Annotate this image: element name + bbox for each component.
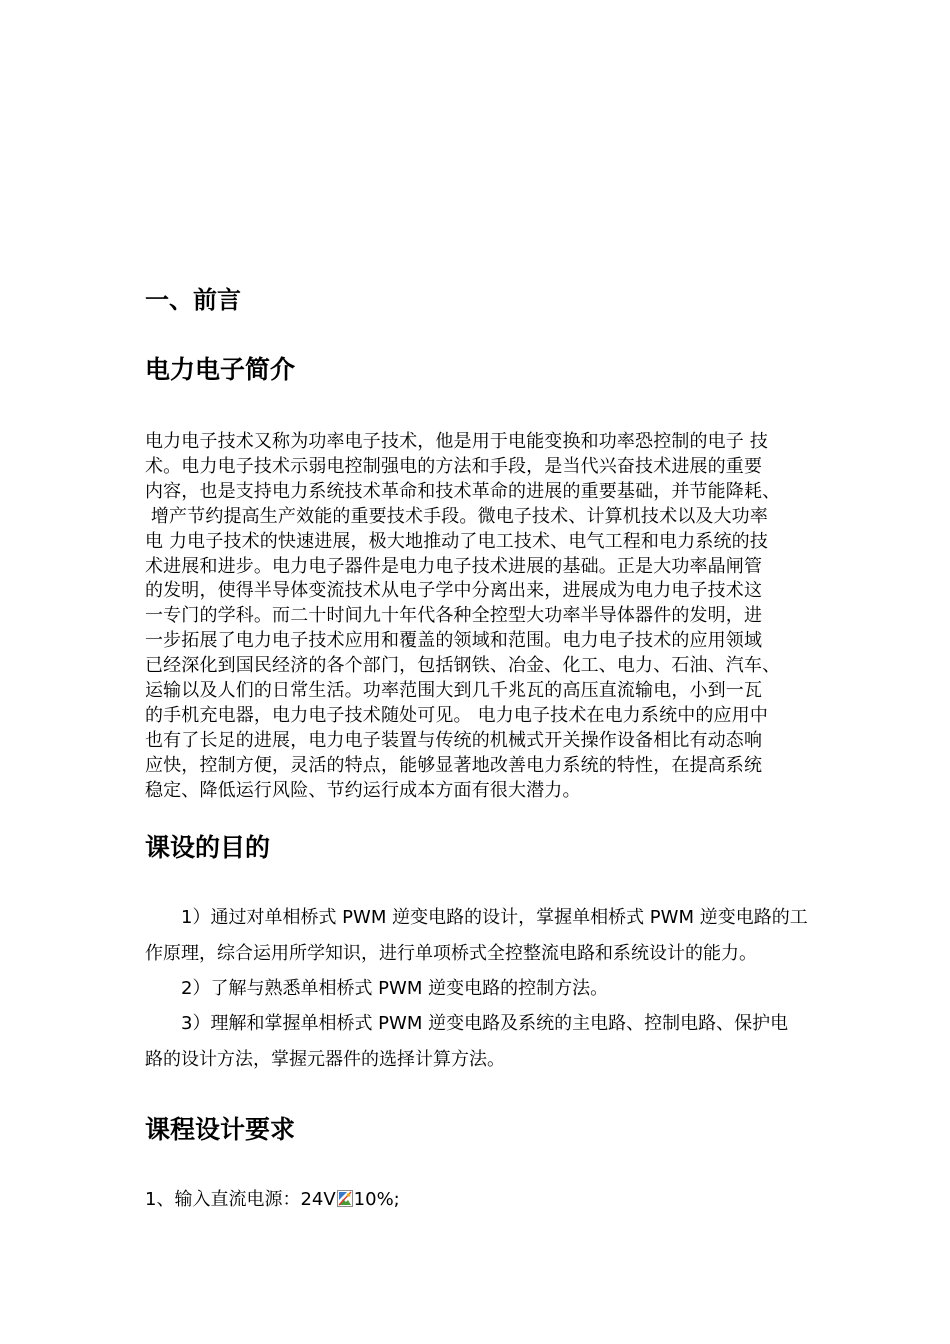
- broken-image-icon: [337, 1186, 353, 1203]
- requirement-item-1-suffix: 10%;: [353, 1189, 400, 1210]
- intro-line: 增产节约提高生产效能的重要技术手段。微电子技术、计算机技术以及大功率: [145, 505, 768, 527]
- section-heading: 一、前言: [145, 286, 241, 314]
- purpose-item-3-line-2: 路的设计方法，掌握元器件的选择计算方法。: [145, 1049, 505, 1070]
- intro-line: 的发明，使得半导体变流技术从电子学中分离出来，进展成为电力电子技术这: [145, 580, 763, 602]
- intro-heading: 电力电子简介: [145, 355, 296, 384]
- intro-line: 电 力电子技术的快速进展，极大地推动了电工技术、电气工程和电力系统的技: [145, 530, 768, 552]
- requirements-heading: 课程设计要求: [145, 1115, 296, 1144]
- intro-line: 术进展和进步。电力电子器件是电力电子技术进展的基础。正是大功率晶闸管: [145, 555, 763, 577]
- intro-line: 运输以及人们的日常生活。功率范围大到几千兆瓦的高压直流输电，小到一瓦: [145, 680, 763, 702]
- requirement-item-1: [145, 1184, 400, 1216]
- purpose-item-3-line-1: 3）理解和掌握单相桥式 PWM 逆变电路及系统的主电路、控制电路、保护电: [181, 1013, 789, 1034]
- purpose-item-1-line-2: 作原理，综合运用所学知识，进行单项桥式全控整流电路和系统设计的能力。: [145, 943, 757, 964]
- intro-line: 已经深化到国民经济的各个部门，包括钢铁、冶金、化工、电力、石油、汽车、: [145, 655, 781, 677]
- intro-line: 的手机充电器，电力电子技术随处可见。 电力电子技术在电力系统中的应用中: [145, 704, 768, 726]
- intro-line: 一专门的学科。而二十时间九十年代各种全控型大功率半导体器件的发明，进: [145, 605, 763, 627]
- purpose-item-1-line-1: 1）通过对单相桥式 PWM 逆变电路的设计，掌握单相桥式 PWM 逆变电路的工: [181, 907, 808, 928]
- intro-paragraph: [145, 430, 815, 804]
- intro-line: 术。电力电子技术示弱电控制强电的方法和手段，是当代兴奋技术进展的重要: [145, 455, 763, 477]
- requirement-item-1-prefix: 1、输入直流电源：24V: [145, 1189, 336, 1210]
- intro-line: 一步拓展了电力电子技术应用和覆盖的领域和范围。电力电子技术的应用领域: [145, 630, 763, 652]
- intro-line: 内容，也是支持电力系统技术革命和技术革命的进展的重要基础，并节能降耗、: [145, 480, 781, 502]
- purpose-heading: 课设的目的: [145, 833, 271, 862]
- intro-line: 稳定、降低运行风险、节约运行成本方面有很大潜力。: [145, 779, 581, 801]
- purpose-item-2: 2）了解与熟悉单相桥式 PWM 逆变电路的控制方法。: [181, 978, 609, 999]
- intro-line: 应快，控制方便，灵活的特点，能够显著地改善电力系统的特性，在提高系统: [145, 754, 763, 776]
- intro-line: 电力电子技术又称为功率电子技术，他是用于电能变换和功率恐控制的电子 技: [145, 431, 768, 452]
- intro-line: 也有了长足的进展，电力电子装置与传统的机械式开关操作设备相比有动态响: [145, 729, 763, 751]
